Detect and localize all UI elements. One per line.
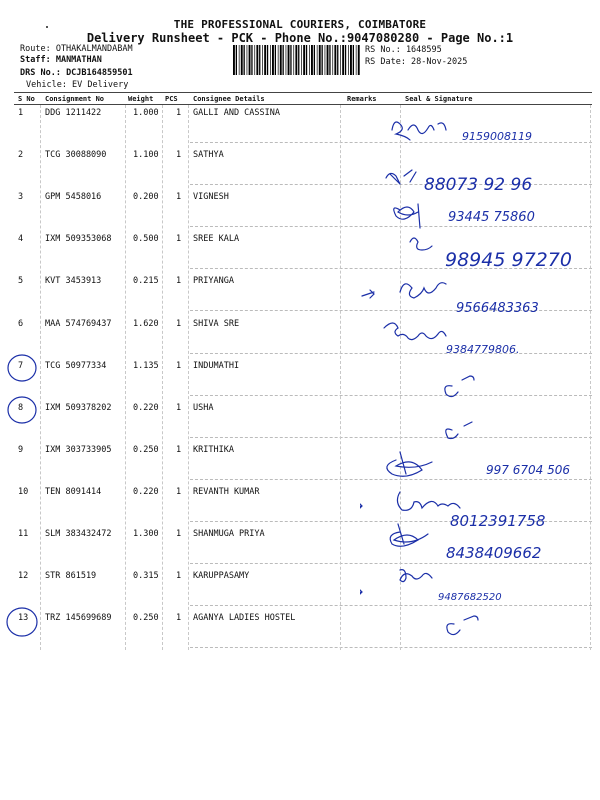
col-consignment: Consignment No (45, 95, 105, 103)
col-remarks: Remarks (347, 95, 377, 103)
row-weight: 0.220 (133, 403, 159, 413)
column-guide (125, 105, 126, 650)
row-consignee: KRITHIKA (193, 445, 234, 455)
row-consignment: GPM 5458016 (45, 192, 102, 202)
phone-2: 88073 92 96 (424, 175, 533, 195)
row-pcs: 1 (176, 403, 182, 413)
phone-8: 8012391758 (450, 512, 546, 530)
row-pcs: 1 (176, 445, 182, 455)
drs-line (20, 68, 133, 79)
column-guide (40, 105, 41, 650)
row-sno: 8 (18, 403, 24, 413)
rs-date: RS Date: 28-Nov-2025 (365, 57, 468, 67)
column-guide (162, 105, 163, 650)
row-consignment: SLM 383432472 (45, 529, 112, 539)
runsheet-title: Delivery Runsheet - PCK - Phone No.:9047080280 - Page No.:1 (86, 31, 514, 45)
phone-1: 9159008119 (462, 130, 532, 143)
row-weight: 0.250 (133, 445, 159, 455)
staff-label: Staff: (20, 55, 56, 65)
drs-label: DRS No.: (20, 68, 67, 78)
row-weight: 1.135 (133, 361, 159, 371)
row-pcs: 1 (176, 150, 182, 160)
scan-speck (46, 26, 48, 28)
col-sno: S No (18, 95, 35, 103)
phone-10: 9487682520 (438, 592, 502, 603)
row-consignment: MAA 574769437 (45, 319, 112, 329)
column-guide (188, 105, 189, 650)
row-consignee: VIGNESH (193, 192, 229, 202)
row-pcs: 1 (176, 276, 182, 286)
row-consignment: DDG 1211422 (45, 108, 102, 118)
col-pcs: PCS (165, 95, 178, 103)
row-pcs: 1 (176, 529, 182, 539)
row-pcs: 1 (176, 108, 182, 118)
rs-number: RS No.: 1648595 (365, 45, 442, 55)
row-weight: 0.220 (133, 487, 159, 497)
row-pcs: 1 (176, 361, 182, 371)
row-weight: 0.200 (133, 192, 159, 202)
row-consignment: TCG 50977334 (45, 361, 107, 371)
row-pcs: 1 (176, 487, 182, 497)
row-sno: 12 (18, 571, 29, 581)
col-seal: Seal & Signature (405, 95, 473, 103)
column-guide (340, 105, 341, 650)
row-consignee: INDUMATHI (193, 361, 240, 371)
row-pcs: 1 (176, 192, 182, 202)
row-pcs: 1 (176, 234, 182, 244)
row-consignee: SHANMUGA PRIYA (193, 529, 265, 539)
row-consignee: SHIVA SRE (193, 319, 240, 329)
company-title: THE PROFESSIONAL COURIERS, COIMBATORE (173, 18, 427, 31)
row-weight: 1.300 (133, 529, 159, 539)
phone-6: 9384779806. (446, 343, 520, 356)
row-weight: 0.250 (133, 613, 159, 623)
row-pcs: 1 (176, 571, 182, 581)
row-sno: 3 (18, 192, 24, 202)
header-top-rule (14, 92, 592, 93)
row-sno: 5 (18, 276, 24, 286)
staff-line (20, 55, 102, 66)
row-sno: 2 (18, 150, 24, 160)
row-consignee: REVANTH KUMAR (193, 487, 260, 497)
row-sno: 10 (18, 487, 29, 497)
row-consignment: TRZ 145699689 (45, 613, 112, 623)
row-consignee: USHA (193, 403, 214, 413)
row-consignment: IXM 303733905 (45, 445, 112, 455)
handwritten-signatures (360, 100, 600, 700)
row-consignment: IXM 509353068 (45, 234, 112, 244)
phone-7: 997 6704 506 (486, 463, 570, 477)
row-consignee: AGANYA LADIES HOSTEL (193, 613, 296, 623)
col-consignee: Consignee Details (193, 95, 265, 103)
vehicle-line: Vehicle: EV Delivery (26, 80, 129, 90)
row-sno: 11 (18, 529, 29, 539)
row-consignment: TEN 8091414 (45, 487, 102, 497)
row-consignee: GALLI AND CASSINA (193, 108, 280, 118)
phone-4: 98945 97270 (445, 249, 572, 271)
route-line: Route: OTHAKALMANDABAM (20, 44, 133, 54)
row-consignment: IXM 509378202 (45, 403, 112, 413)
col-weight: Weight (128, 95, 154, 103)
row-sno: 6 (18, 319, 24, 329)
row-consignee: SREE KALA (193, 234, 240, 244)
row-weight: 0.315 (133, 571, 159, 581)
row-sno: 4 (18, 234, 24, 244)
barcode-image (233, 45, 361, 75)
row-weight: 0.500 (133, 234, 159, 244)
row-consignee: PRIYANGA (193, 276, 234, 286)
row-weight: 0.215 (133, 276, 159, 286)
row-weight: 1.000 (133, 108, 159, 118)
staff-value: MANMATHAN (55, 55, 102, 65)
row-weight: 1.100 (133, 150, 159, 160)
row-consignee: SATHYA (193, 150, 224, 160)
drs-value: DCJB164859501 (66, 68, 133, 78)
row-sno: 7 (18, 361, 24, 371)
row-weight: 1.620 (133, 319, 159, 329)
row-consignment: KVT 3453913 (45, 276, 102, 286)
phone-9: 8438409662 (446, 544, 542, 562)
row-consignee: KARUPPASAMY (193, 571, 250, 581)
row-sno: 9 (18, 445, 24, 455)
row-consignment: STR 861519 (45, 571, 97, 581)
row-pcs: 1 (176, 613, 182, 623)
row-pcs: 1 (176, 319, 182, 329)
row-consignment: TCG 30088090 (45, 150, 107, 160)
phone-3: 93445 75860 (448, 210, 535, 225)
row-sno: 1 (18, 108, 24, 118)
row-sno: 13 (18, 613, 29, 623)
phone-5: 9566483363 (456, 301, 539, 316)
